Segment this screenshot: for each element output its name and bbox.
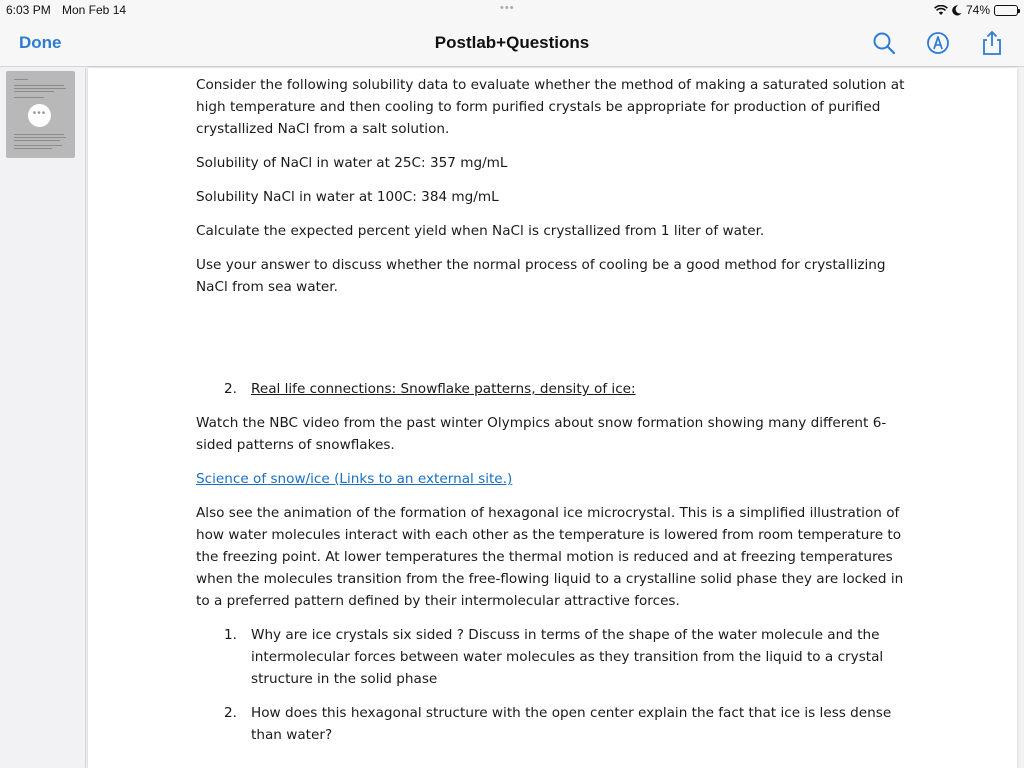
document-content [196,74,911,758]
multitasking-dots-icon[interactable]: ••• [500,2,515,14]
status-bar [0,0,1024,20]
section-2-title: Real life connections: Snowflake patterns, density of ice: [251,381,636,397]
moon-icon [952,5,962,16]
document-title: Postlab+Questions [434,33,590,52]
battery-percent: 74% [965,3,990,17]
status-right [934,3,1018,17]
battery-icon [994,5,1018,16]
solubility-100c: Solubility NaCl in water at 100C: 384 mg/mL [196,189,499,205]
solubility-25c: Solubility of NaCl in water at 25C: 357 mg/mL [196,155,508,171]
section-2-number: 2. [224,381,237,397]
share-icon[interactable] [979,30,1005,56]
science-of-snow-link[interactable]: Science of snow/ice (Links to an external site.) [196,471,513,487]
question-1-number: 1. [224,627,237,643]
question-2 [196,702,911,746]
section-2-heading [196,378,911,400]
search-icon[interactable] [871,30,897,56]
video-paragraph: Watch the NBC video from the past winter Olympics about snow formation showing many different 6-sided patterns of snowflakes. [196,415,887,453]
animation-paragraph: Also see the animation of the formation of hexagonal ice microcrystal. This is a simplified illustration of how water molecules interact with each other as the temperature is lowered from room temperature to the freezing point. At lower temperatures the thermal motion is reduced and at freezing temperatures when the molecules transition from the free-flowing liquid to a crystalline solid phase they are locked in to a preferred pattern defined by their intermolecular attractive forces. [196,505,904,609]
status-time: 6:03 PM [6,3,51,17]
discuss-paragraph: Use your answer to discuss whether the normal process of cooling be a good method for crystallizing NaCl from sea water. [196,257,886,295]
navigation-bar [0,20,1024,67]
more-options-icon[interactable]: ••• [28,104,51,127]
page-thumbnail[interactable] [6,71,75,158]
markup-pen-icon[interactable] [925,30,951,56]
intro-paragraph: Consider the following solubility data to evaluate whether the method of making a saturated solution at high temperature and then cooling to form purified crystals be appropriate for production of purified crystallized NaCl from a salt solution. [196,77,905,137]
document-page [88,68,1017,768]
wifi-icon [934,5,948,16]
done-button[interactable]: Done [19,33,62,52]
question-1 [196,624,911,690]
question-2-text: How does this hexagonal structure with the open center explain the fact that ice is less dense than water? [251,705,892,743]
question-2-number: 2. [224,705,237,721]
page-thumbnail-sidebar [0,68,86,768]
question-1-text: Why are ice crystals six sided ? Discuss in terms of the shape of the water molecule and the intermolecular forces between water molecules as they transition from the liquid to a crystal structure in the solid phase [251,627,884,687]
status-date: Mon Feb 14 [62,3,127,17]
calculate-paragraph: Calculate the expected percent yield when NaCl is crystallized from 1 liter of water. [196,223,765,239]
